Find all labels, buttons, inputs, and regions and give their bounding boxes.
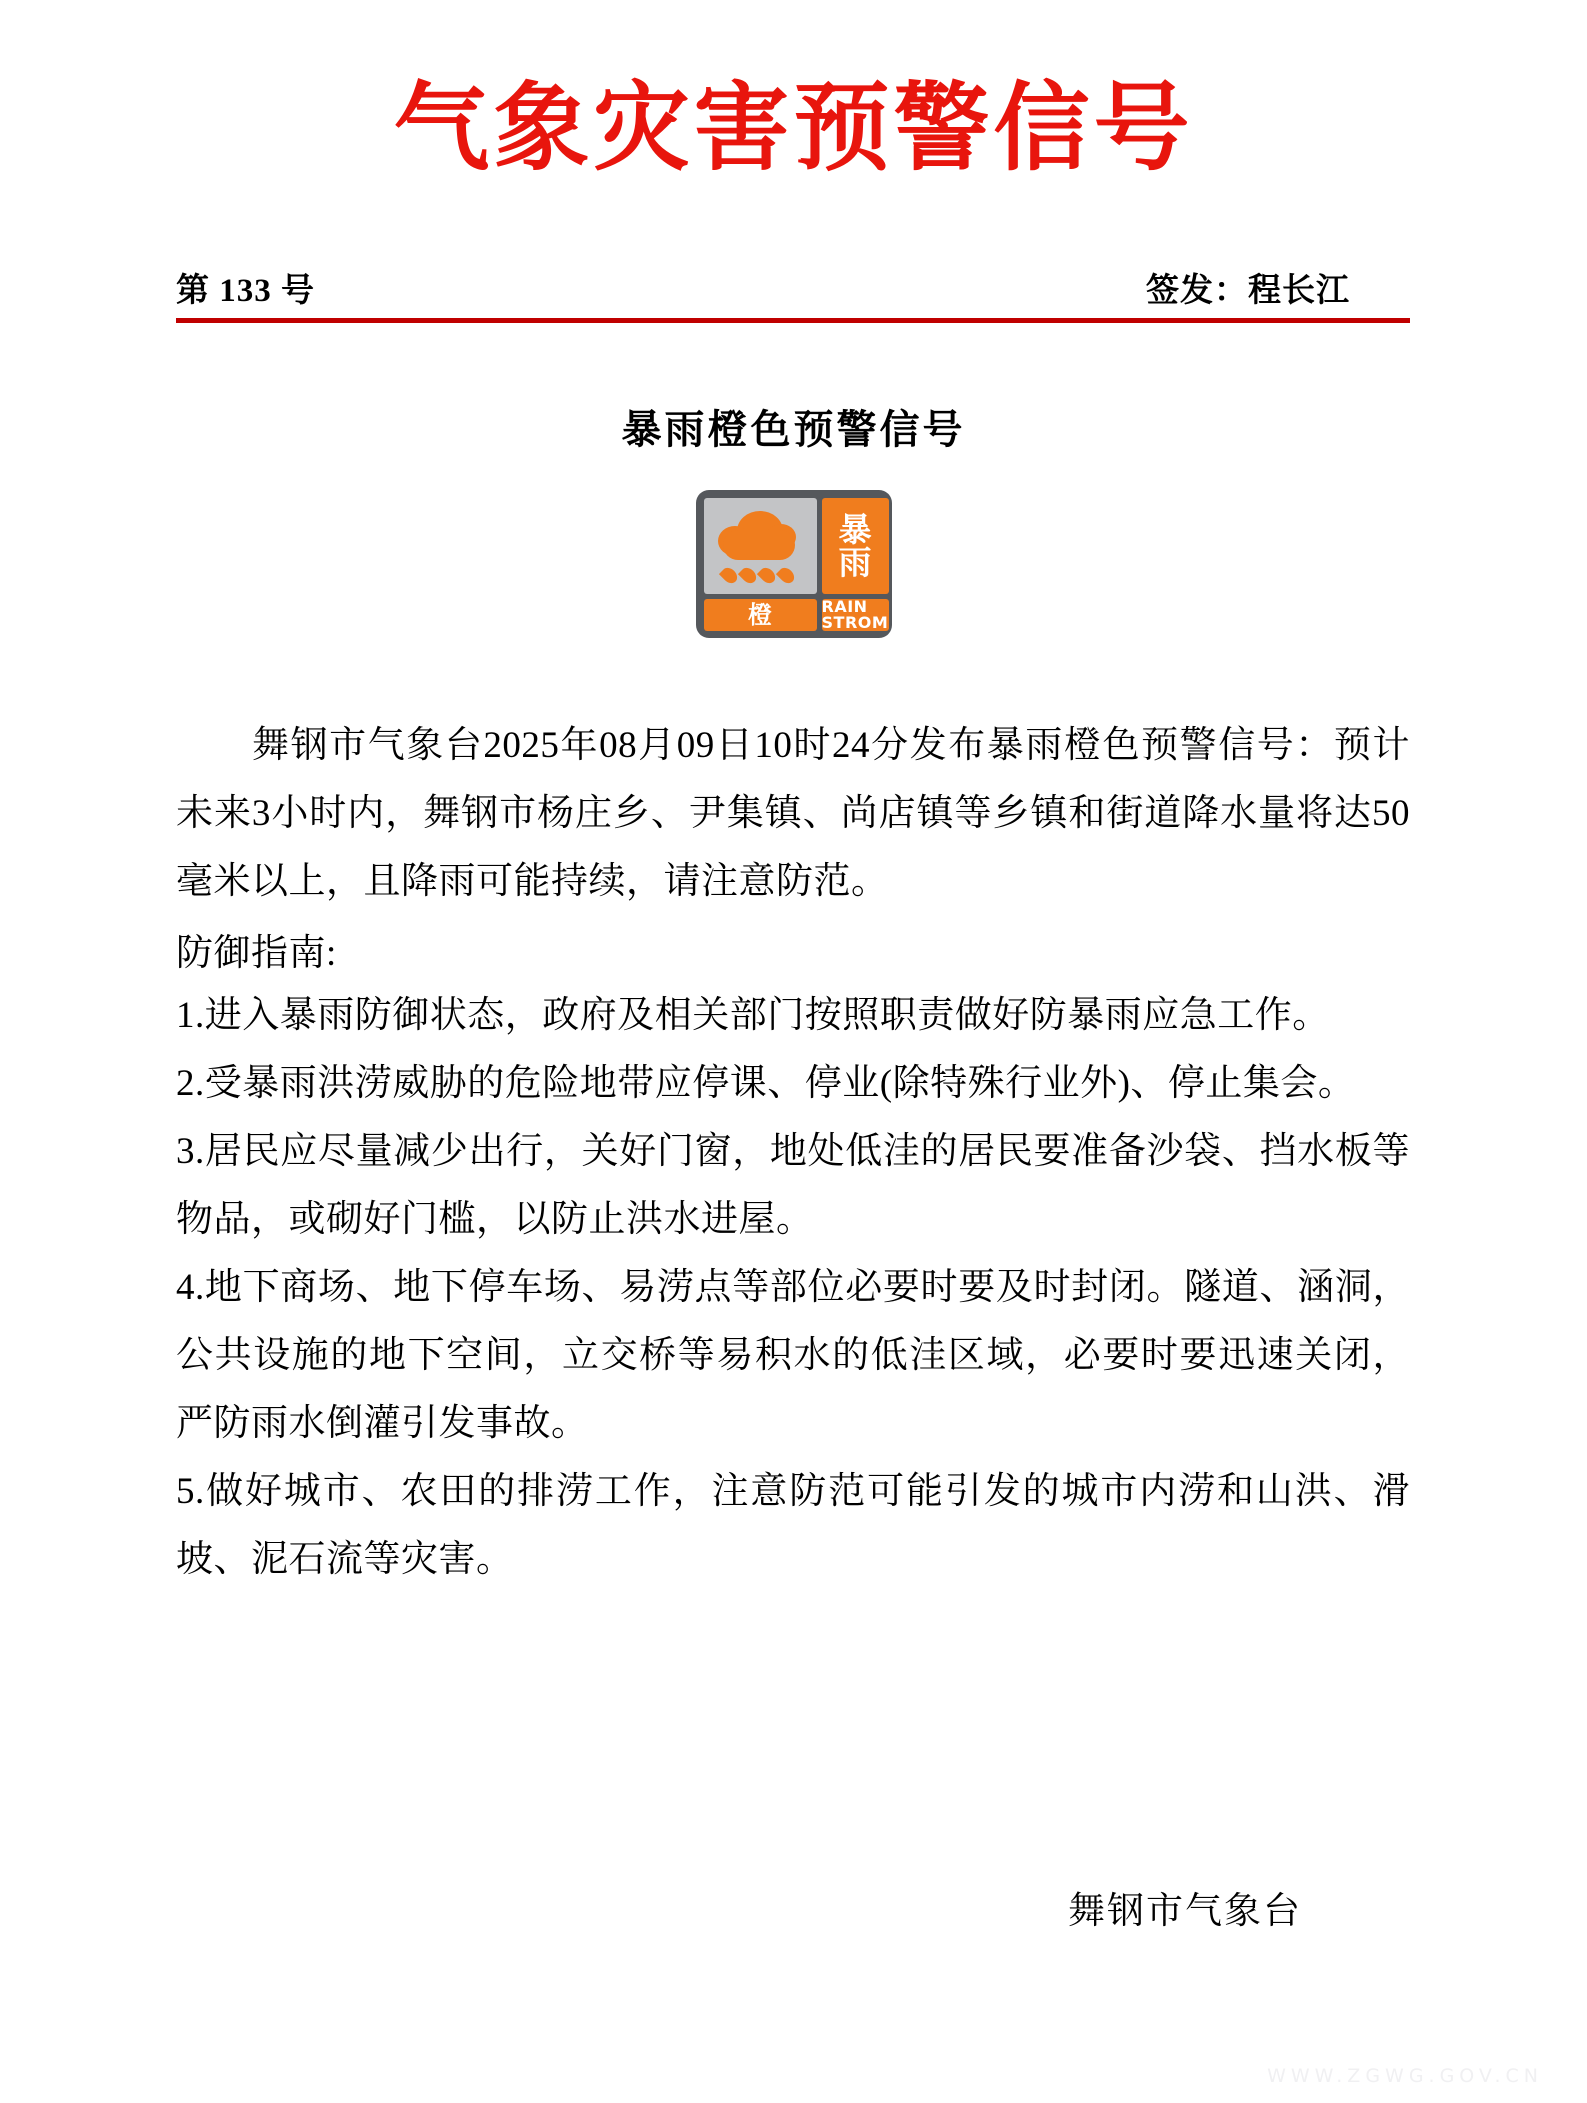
guideline-item: 3.居民应尽量减少出行，关好门窗，地处低洼的居民要准备沙袋、挡水板等物品，或砌好门槛，以防止洪水进屋。 [176,1131,1410,1240]
raindrop-icon [737,565,758,586]
warning-icon-container [0,490,1587,638]
icon-level-badge [704,599,817,631]
issue-header-row [176,272,1410,323]
subject-heading: 暴雨橙色预警信号 [621,407,966,452]
issuer-name: 签发：程长江 [1146,273,1350,309]
page-title: 气象灾害预警信号 [393,72,1194,184]
guideline-item: 5.做好城市、农田的排涝工作，注意防范可能引发的城市内涝和山洪、滑坡、泥石流等灾害。 [176,1471,1410,1580]
lead-paragraph: 舞钢市气象台2025年08月09日10时24分发布暴雨橙色预警信号：预计未来3小时内，舞钢市杨庄乡、尹集镇、尚店镇等乡镇和街道降水量将达50毫米以上，且降雨可能持续，请注意防范。 [176,725,1410,902]
raindrop-icon [756,565,777,586]
rainstorm-orange-warning-icon [696,490,892,638]
icon-english-label: RAIN STROM [821,597,889,632]
guidelines-list [176,982,1410,1594]
cloud-base [723,530,795,560]
guideline-item: 2.受暴雨洪涝威胁的危险地带应停课、停业(除特殊行业外)、停止集会。 [176,1063,1356,1104]
guidelines-title: 防御指南: [176,933,337,974]
guideline-item: 1.进入暴雨防御状态，政府及相关部门按照职责做好防暴雨应急工作。 [176,995,1330,1036]
guideline-item: 4.地下商场、地下停车场、易涝点等部位必要时要及时封闭。隧道、涵洞，公共设施的地下空间，立交桥等易积水的低洼区域，必要时要迅速关闭，严防雨水倒灌引发事故。 [176,1267,1410,1444]
masthead [0,72,1587,184]
raindrop-icon [775,565,796,586]
site-watermark: WWW.ZGWG.GOV.CN [1267,2065,1543,2087]
icon-label-char-top: 暴 [838,510,872,550]
icon-level-label: 橙 [748,601,772,629]
issuing-office-signature: 舞钢市气象台 [1068,1891,1302,1932]
icon-label-char-bottom: 雨 [838,542,872,582]
rain-cloud-icon [704,498,817,594]
icon-vertical-label [822,498,889,594]
raindrop-icon [718,565,739,586]
icon-english-badge [822,599,889,631]
issue-number: 第 133 号 [176,273,315,309]
